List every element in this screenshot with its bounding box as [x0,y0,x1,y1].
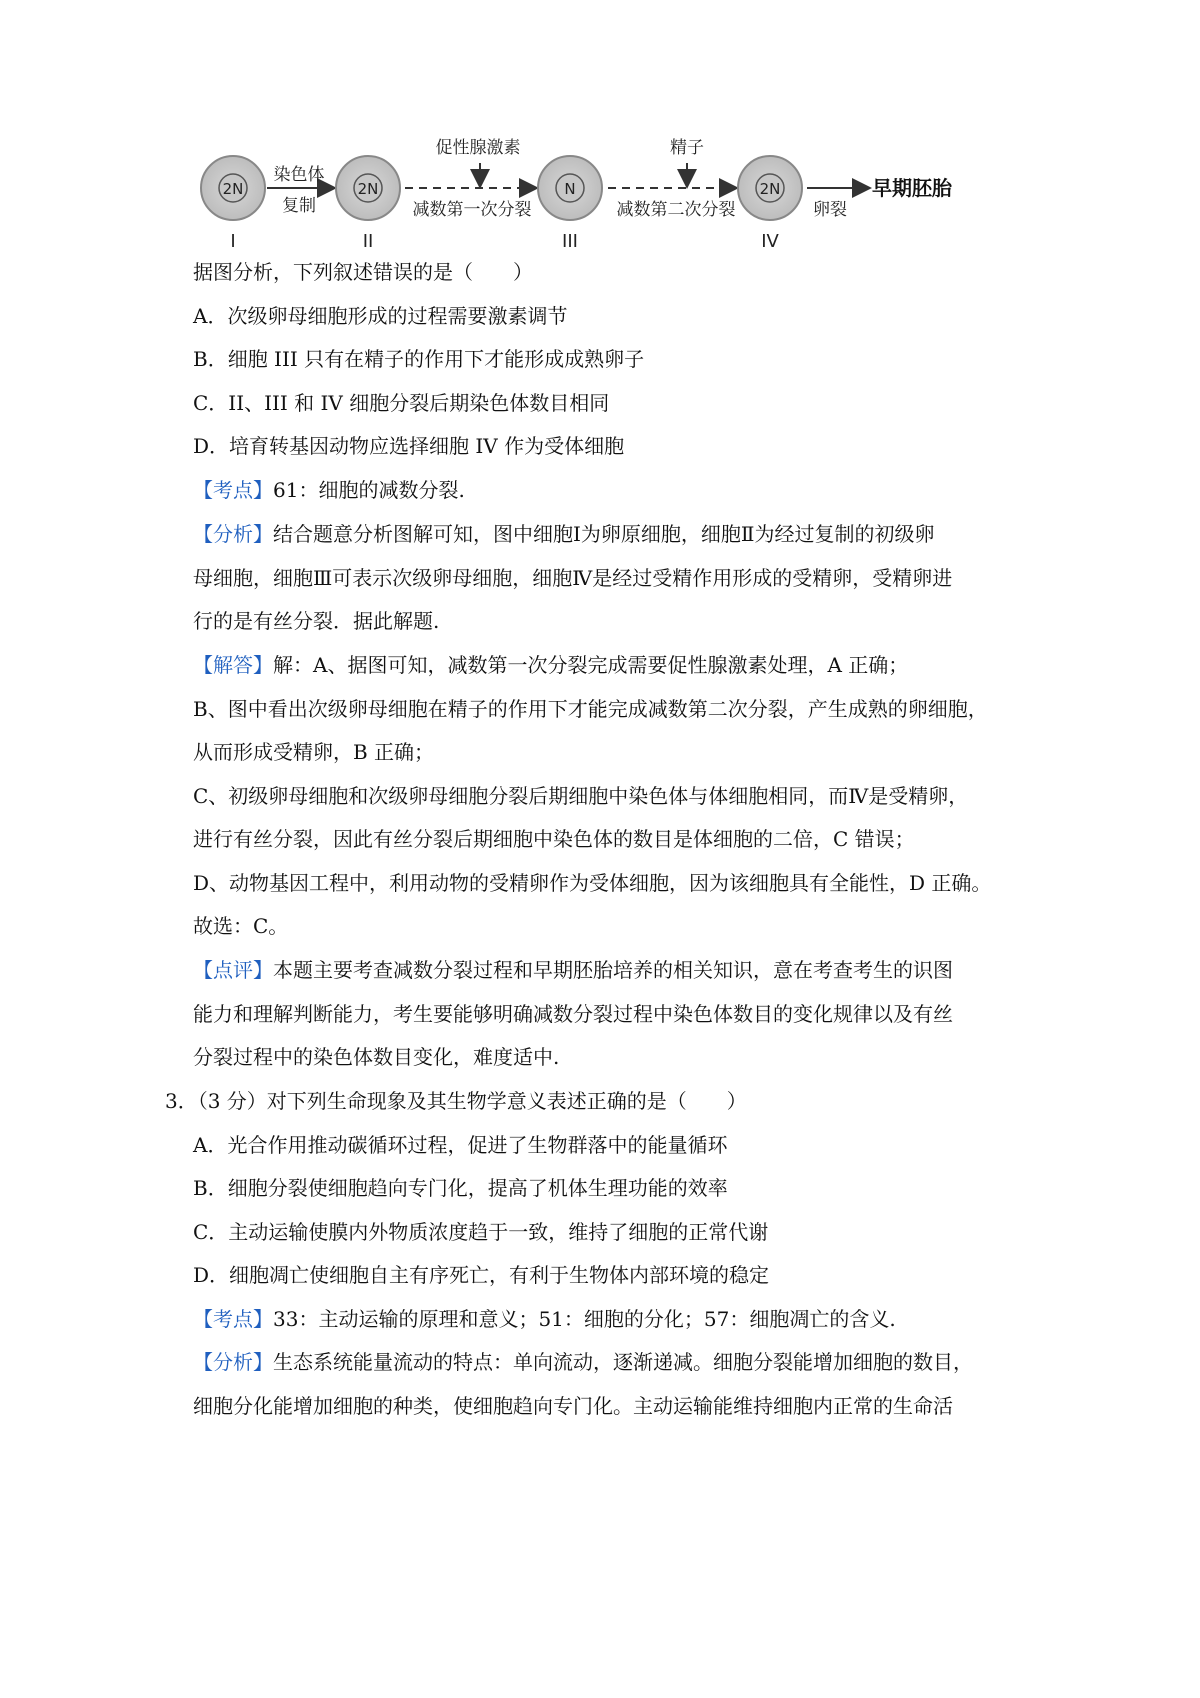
label-gonadotropin: 促性腺激素 [435,138,521,158]
jieda-text-1: 解：A、据图可知，减数第一次分裂完成需要促性腺激素处理，A 正确； [273,653,909,677]
q2-kaodian [193,476,465,504]
q2-jieda-line-5: 进行有丝分裂，因此有丝分裂后期细胞中染色体的数目是体细胞的二倍，C 错误； [193,827,915,851]
arrow-replication [267,165,333,216]
label-early-embryo: 早期胚胎 [872,176,952,200]
q2-fenxi-line-3: 行的是有丝分裂．据此解题. [193,609,440,633]
q3-stem: 3．（3 分）对下列生命现象及其生物学意义表述正确的是（ ） [165,1089,747,1113]
q2-jieda-line-2: B、图中看出次级卵母细胞在精子的作用下才能完成减数第二次分裂，产生成熟的卵细胞， [193,697,988,721]
q2-dianping-line-1 [193,956,953,984]
fenxi-tag: 【分析】 [193,522,273,546]
q2-jieda-line-6: D、动物基因工程中，利用动物的受精卵作为受体细胞，因为该细胞具有全能性，D 正确。 [193,871,992,895]
q3-fenxi-tag: 【分析】 [193,1350,273,1374]
dianping-tag: 【点评】 [193,958,273,982]
q2-option-b: B．细胞 III 只有在精子的作用下才能形成成熟卵子 [193,347,645,371]
cell-iii-ploidy: N [564,180,576,198]
q3-kaodian-text: 33：主动运输的原理和意义；51：细胞的分化；57：细胞凋亡的含义. [273,1307,896,1331]
q2-jieda-line-3: 从而形成受精卵，B 正确； [193,740,435,764]
q3-fenxi-line-1 [193,1348,973,1376]
cell-ii-roman: II [362,231,374,252]
q3-option-c: C．主动运输使膜内外物质浓度趋于一致，维持了细胞的正常代谢 [193,1220,769,1244]
fenxi-text-1: 结合题意分析图解可知，图中细胞Ⅰ为卵原细胞，细胞Ⅱ为经过复制的初级卵 [273,522,935,546]
q3-kaodian [193,1305,896,1333]
q3-option-d: D．细胞凋亡使细胞自主有序死亡，有利于生物体内部环境的稳定 [193,1263,770,1287]
q2-fenxi-line-2: 母细胞，细胞Ⅲ可表示次级卵母细胞，细胞Ⅳ是经过受精作用形成的受精卵，受精卵进 [193,566,953,590]
cell-i-ploidy: 2N [222,180,244,198]
arrow-cleavage [807,176,953,220]
q2-jieda-line-4: C、初级卵母细胞和次级卵母细胞分裂后期细胞中染色体与体细胞相同，而Ⅳ是受精卵， [193,784,969,808]
q3-fenxi-text-1: 生态系统能量流动的特点：单向流动，逐渐递减。细胞分裂能增加细胞的数目， [273,1350,973,1374]
label-meiosis-1: 减数第一次分裂 [412,200,532,220]
dianping-text-1: 本题主要考查减数分裂过程和早期胚胎培养的相关知识，意在考查考生的识图 [273,958,953,982]
cell-iv-roman: IV [761,231,779,252]
label-sperm: 精子 [670,138,704,158]
q2-stem: 据图分析，下列叙述错误的是（ ） [193,260,533,284]
cell-iii [538,156,602,252]
label-cleavage: 卵裂 [813,200,847,220]
q3-option-a: A．光合作用推动碳循环过程，促进了生物群落中的能量循环 [193,1133,728,1157]
cell-ii [336,156,400,252]
q2-dianping-line-3: 分裂过程中的染色体数目变化，难度适中. [193,1045,560,1069]
cell-iii-roman: III [562,231,578,252]
kaodian-tag: 【考点】 [193,478,273,502]
q3-fenxi-line-2: 细胞分化能增加细胞的种类，使细胞趋向专门化。主动运输能维持细胞内正常的生命活 [193,1394,953,1418]
cell-ii-ploidy: 2N [357,180,379,198]
cell-i [201,156,265,252]
q2-dianping-line-2: 能力和理解判断能力，考生要能够明确减数分裂过程中染色体数目的变化规律以及有丝 [193,1002,953,1026]
q2-option-c: C．II、III 和 IV 细胞分裂后期染色体数目相同 [193,391,610,415]
q3-kaodian-tag: 【考点】 [193,1307,273,1331]
kaodian-text: 61：细胞的减数分裂. [273,478,465,502]
jieda-tag: 【解答】 [193,653,273,677]
arrow-meiosis-1 [405,138,535,220]
q2-option-a: A．次级卵母细胞形成的过程需要激素调节 [193,304,568,328]
arrow-meiosis-2 [608,138,736,220]
cell-iv-ploidy: 2N [759,180,781,198]
q3-option-b: B．细胞分裂使细胞趋向专门化，提高了机体生理功能的效率 [193,1176,728,1200]
q2-jieda-line-7: 故选：C。 [193,914,289,938]
cell-iv [738,156,802,252]
oogenesis-diagram [200,135,1060,275]
q2-jieda-line-1 [193,651,908,679]
cell-i-roman: I [230,231,236,252]
label-meiosis-2: 减数第二次分裂 [616,200,736,220]
q2-option-d: D．培育转基因动物应选择细胞 IV 作为受体细胞 [193,434,625,458]
label-chromosome: 染色体 [273,165,325,185]
label-replication: 复制 [282,196,316,216]
q2-fenxi-line-1 [193,520,935,548]
